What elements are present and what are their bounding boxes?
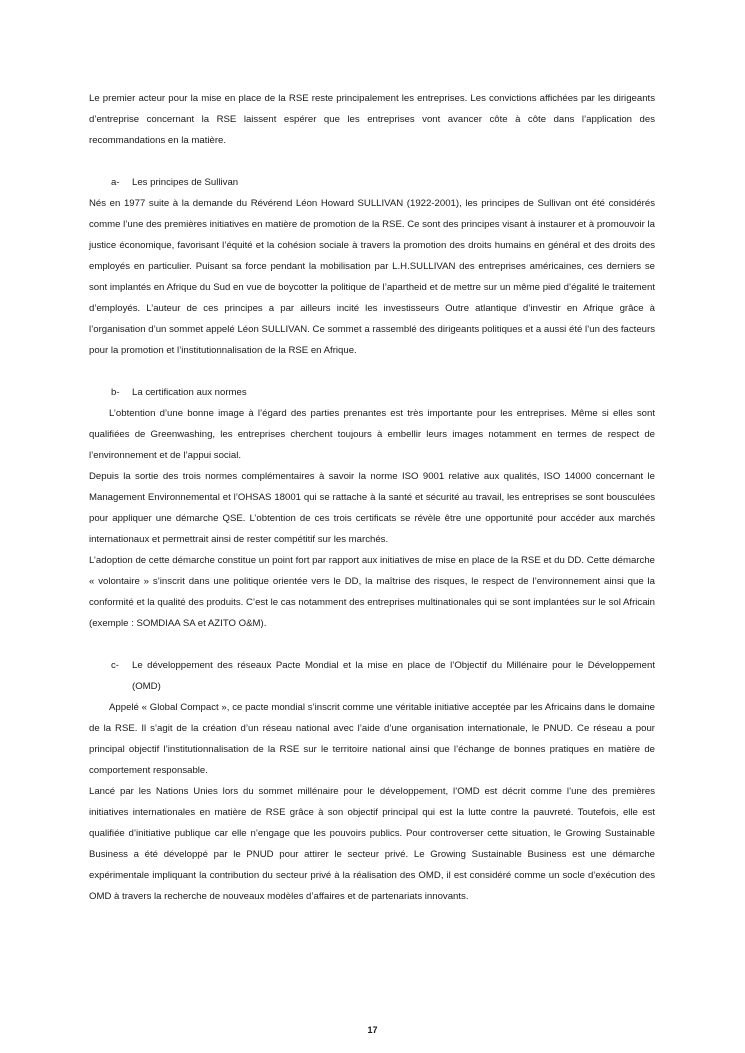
spacer: [89, 634, 655, 655]
spacer: [89, 151, 655, 172]
section-b-marker: b-: [111, 387, 120, 398]
section-b-paragraph-1: L’obtention d’une bonne image à l’égard des parties prenantes est très importante pour les entreprises. Même si elles sont qualifiées de Greenwashing, les entreprises cherchent toujours à embellir leurs images notamment en termes de respect de l’environnement et de l’appui social.: [89, 408, 655, 461]
section-a-paragraph: Nés en 1977 suite à la demande du Révérend Léon Howard SULLIVAN (1922-2001), les principes de Sullivan ont été considérés comme l’une des premières initiatives en matière de promotion de la RSE. Ce sont des principes visant à instaurer et à promouvoir la justice économique, favorisant l’équité et la cohésion sociale à travers la promotion des droits humains en général et des droits des employés en particulier. Puisant sa force pendant la mobilisation par L.H.SULLIVAN des entreprises américaines, ces derniers se sont implantés en Afrique du Sud en vue de boycotter la politique de l’apartheid et de mettre sur un même pied d’égalité le traitement d’employés. L’auteur de ces principes a par ailleurs incité les investisseurs Outre atlantique d’investir en Afrique grâce à l’organisation d’un sommet appelé Léon SULLIVAN. Ce sommet a rassemblé des dirigeants politiques et a aussi été l’un des facteurs pour la promotion et l’institutionnalisation de la RSE en Afrique.: [89, 198, 655, 356]
section-a-title: Les principes de Sullivan: [132, 177, 239, 188]
section-b-paragraph-2: Depuis la sortie des trois normes complémentaires à savoir la norme ISO 9001 relative aux qualités, ISO 14000 concernant le Management Environnemental et l’OHSAS 18001 qui se rattache à la santé et sécurité au travail, les entreprises se sont bousculées pour appliquer une démarche QSE. L’obtention de ces trois certificats se révèle être une opportunité pour accéder aux marchés internationaux et permettrait ainsi de rester compétitif sur les marchés.: [89, 471, 655, 545]
section-a-marker: a-: [111, 177, 120, 188]
section-b-paragraph-3: L’adoption de cette démarche constitue un point fort par rapport aux initiatives de mise en place de la RSE et du DD. Cette démarche « volontaire » s’inscrit dans une politique orientée vers le DD, la maîtrise des risques, le respect de l’environnement ainsi que la conformité et la qualité des produits. C’est le cas notamment des entreprises multinationales qui se sont implantées sur le sol Africain (exemple : SOMDIAA SA et AZITO O&M).: [89, 555, 655, 629]
section-c-marker: c-: [111, 660, 119, 671]
section-b-heading: [89, 382, 655, 403]
page-number: 17: [367, 1025, 378, 1035]
section-a-heading: [89, 172, 655, 193]
section-c-heading: [89, 655, 655, 697]
page-body: [89, 88, 655, 907]
section-c-title: Le développement des réseaux Pacte Mondial et la mise en place de l’Objectif du Millénaire pour le Développement (OMD): [132, 660, 655, 692]
section-c-paragraph-2: Lancé par les Nations Unies lors du sommet millénaire pour le développement, l’OMD est décrit comme l’une des premières initiatives internationales en matière de RSE grâce à son objectif principal qui est la lutte contre la pauvreté. Toutefois, elle est qualifiée d’initiative publique car elle n’engage que les pouvoirs publics. Pour controverser cette situation, le Growing Sustainable Business a été développé par le PNUD pour attirer le secteur privé. Le Growing Sustainable Business est une démarche expérimentale impliquant la contribution du secteur privé à la réalisation des OMD, il est considéré comme un socle d’exécution des OMD à travers la recherche de nouveaux modèles d’affaires et de partenariats innovants.: [89, 786, 655, 902]
section-b-title: La certification aux normes: [132, 387, 247, 398]
section-c-paragraph-1: Appelé « Global Compact », ce pacte mondial s’inscrit comme une véritable initiative acceptée par les Africains dans le domaine de la RSE. Il s’agit de la création d’un réseau national avec l’aide d’une organisation internationale, le PNUD. Ce réseau a pour principal objectif l’institutionnalisation de la RSE sur le territoire national ainsi que l’échange de bonnes pratiques en matière de comportement responsable.: [89, 702, 655, 776]
spacer: [89, 361, 655, 382]
intro-paragraph: Le premier acteur pour la mise en place de la RSE reste principalement les entreprises. Les convictions affichées par les dirigeants d’entreprise concernant la RSE laissent espérer que les entreprises vont avancer côte à côte dans l’application des recommandations en la matière.: [89, 93, 655, 146]
